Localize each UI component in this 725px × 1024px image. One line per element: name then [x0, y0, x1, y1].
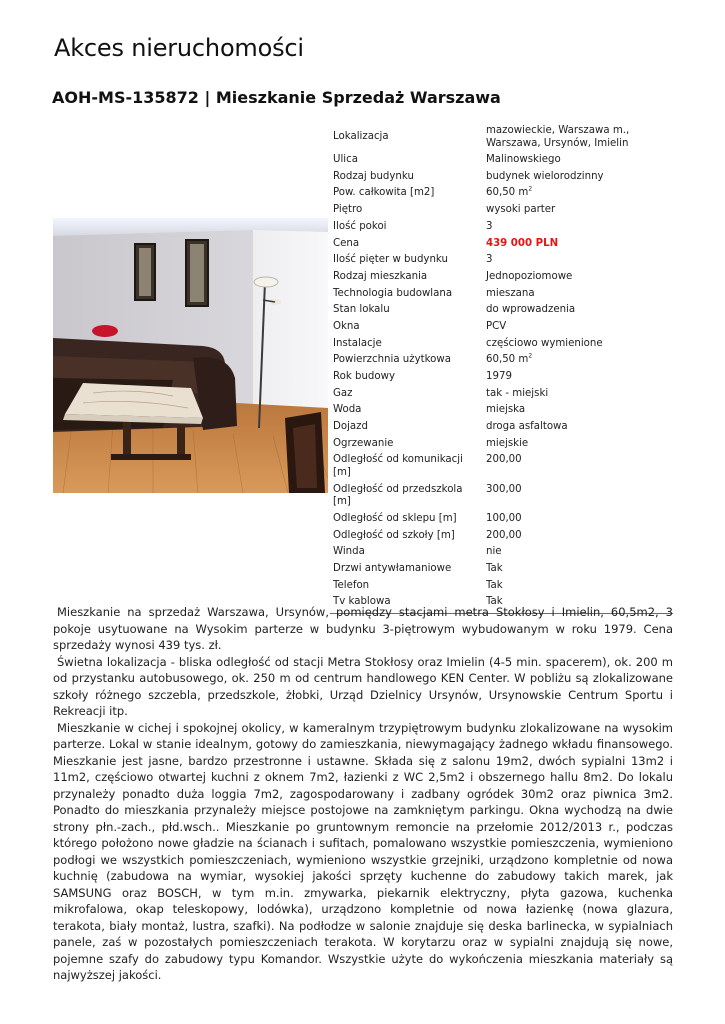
detail-value: Tak [486, 596, 503, 608]
detail-row [330, 527, 673, 544]
detail-label: Odległość od sklepu [m] [333, 512, 457, 524]
detail-row [330, 286, 673, 303]
detail-label: Odległość od komunikacji [m] [333, 454, 463, 478]
detail-row [330, 302, 673, 319]
detail-value: tak - miejski [486, 387, 549, 399]
detail-value: Tak [486, 562, 503, 574]
detail-value: Tak [486, 579, 503, 591]
detail-row [330, 252, 673, 269]
detail-row [330, 124, 673, 152]
detail-label: Instalacje [333, 337, 382, 349]
detail-row [330, 319, 673, 336]
detail-row [330, 452, 673, 481]
detail-row [330, 152, 673, 169]
detail-label: Rodzaj mieszkania [333, 270, 428, 282]
detail-label: Odległość od szkoły [m] [333, 529, 455, 541]
detail-value: 200,00 [486, 454, 522, 466]
unit-superscript: 2 [528, 186, 533, 194]
description-paragraph: Świetna lokalizacja - bliska odległość od stacji Metra Stokłosy oraz Imielin (4-5 min. spacerem), ok. 200 m od przystanku autobusowego, ok. 250 m od centrum handlowego KEN Center. W pobliżu są zlokalizowane szkoły różnego szczebla, przedszkole, żłobki, Urząd Dzielnicy Ursynów, Ursynowskie Centrum Sportu i Rekreacji itp. [53, 654, 673, 718]
detail-label: Tv kablowa [333, 596, 391, 608]
detail-row [330, 219, 673, 236]
detail-row [330, 561, 673, 578]
detail-value: 3 [486, 254, 493, 266]
detail-row [330, 202, 673, 219]
detail-value: budynek wielorodzinny [486, 170, 604, 182]
detail-row [330, 235, 673, 252]
detail-label: Powierzchnia użytkowa [333, 354, 451, 366]
detail-value: częściowo wymienione [486, 337, 603, 349]
detail-label: Rodzaj budynku [333, 170, 414, 182]
detail-label: Gaz [333, 387, 353, 399]
details-table [330, 124, 673, 611]
detail-row [330, 369, 673, 386]
detail-label: Cena [333, 237, 360, 249]
detail-label: Woda [333, 404, 362, 416]
detail-label: Telefon [333, 579, 370, 591]
site-title: Akces nieruchomości [54, 34, 304, 62]
unit-superscript: 2 [528, 352, 533, 360]
detail-label: Odległość od przedszkola [m] [333, 483, 463, 508]
detail-value: PCV [486, 320, 507, 332]
detail-label: Ilość pięter w budynku [333, 254, 448, 266]
detail-row [330, 336, 673, 353]
detail-value: Malinowskiego [486, 154, 561, 166]
detail-row [330, 269, 673, 286]
detail-value: nie [486, 546, 502, 558]
detail-value: 100,00 [486, 512, 522, 524]
detail-row [330, 185, 673, 202]
detail-value: 3 [486, 220, 493, 232]
detail-value: droga asfaltowa [486, 421, 568, 433]
detail-row [330, 436, 673, 453]
detail-value: 60,50 $m^2$ [486, 352, 533, 366]
detail-value: Jednopoziomowe [486, 270, 573, 282]
description-paragraph: Mieszkanie na sprzedaż Warszawa, Ursynów, pomiędzy stacjami metra Stokłosy i Imielin, 60,5m2, 3 pokoje usytuowane na Wysokim parterze w budynku 3-piętrowym wybudowanym w roku 1979. Cena sprzedaży wynosi 439 tys. zł. [53, 605, 673, 652]
detail-value: 60,50 $m^2$ [486, 186, 533, 199]
detail-row [330, 544, 673, 561]
detail-label: Stan lokalu [333, 304, 390, 316]
detail-label: Piętro [333, 204, 363, 216]
detail-row [330, 352, 673, 369]
listing-description [53, 604, 673, 984]
detail-label: Ulica [333, 154, 358, 166]
detail-row [330, 511, 673, 528]
detail-label: Rok budowy [333, 371, 395, 383]
property-details [330, 124, 673, 614]
detail-label: Okna [333, 320, 360, 332]
detail-label: Technologia budowlana [333, 287, 453, 299]
listing-title: AOH-MS-135872 | Mieszkanie Sprzedaż Warszawa [52, 88, 501, 107]
detail-row [330, 578, 673, 595]
detail-value: mazowieckie, Warszawa m., Warszawa, Ursynów, Imielin [486, 125, 630, 149]
detail-row [330, 169, 673, 186]
price-value: 439 000 PLN [486, 237, 559, 249]
detail-value: 300,00 [486, 483, 522, 495]
detail-value: mieszana [486, 287, 535, 299]
detail-value: 1979 [486, 371, 512, 383]
detail-label: Drzwi antywłamaniowe [333, 562, 452, 574]
detail-value: miejskie [486, 437, 529, 449]
detail-label: Ilość pokoi [333, 220, 387, 232]
listing-photo[interactable] [53, 218, 328, 493]
detail-value: 200,00 [486, 529, 522, 541]
detail-row [330, 482, 673, 511]
detail-row [330, 386, 673, 403]
detail-row [330, 419, 673, 436]
detail-value: miejska [486, 404, 526, 416]
detail-label: Lokalizacja [333, 131, 389, 143]
detail-label: Winda [333, 546, 365, 558]
detail-label: Dojazd [333, 421, 368, 433]
detail-label: Ogrzewanie [333, 437, 394, 449]
detail-value: do wprowadzenia [486, 304, 576, 316]
detail-row [330, 402, 673, 419]
detail-label: Pow. całkowita [m2] [333, 187, 435, 199]
description-paragraph: Mieszkanie w cichej i spokojnej okolicy, w kameralnym trzypiętrowym budynku zlokalizowane na wysokim parterze. Lokal w stanie idealnym, gotowy do zamieszkania, niewymagający żadnego wkładu finansowego. Mieszkanie jest jasne, bardzo przestronne i ustawne. Składa się z salonu 19m2, dwóch sypialni 13m2 i 11m2, częściowo otwartej kuchni z oknem 7m2, łazienki z WC 2,5m2 i obszernego hallu 8m2. Do lokalu przynależy ponadto duża loggia 7m2, zagospodarowany i zadbany ogródek 30m2 oraz piwnica 3m2. Ponadto do mieszkania przynależy miejsce postojowe na zamkniętym parkingu. Okna wychodzą na dwie strony płn.-zach., płd.wsch.. Mieszkanie po gruntownym remoncie na przełomie 2012/2013 r., podczas którego położono nowe gładzie na ścianach i sufitach, pomalowano wszystkie pomieszczenia, wymieniono podłogi we wszystkich pomieszczeniach, wymieniono wszystkie grzejniki, urządzono kompletnie od nowa kuchnię (zabudowa na wymiar, wysokiej jakości sprzęty kuchenne do zabudowy takich marek, jak SAMSUNG oraz BOSCH, w tym m.in. zmywarka, piekarnik elektryczny, płyta gazowa, kuchenka mikrofalowa, okap teleskopowy, lodówka), urządzono kompletnie od nowa łazienkę (nowa glazura, terakota, biały montaż, lustra, szafki). Na podłodze w salonie znajduje się deska barlinecka, w sypialniach panele, zaś w pozostałych pomieszczeniach terakota. W korytarzu oraz w sypialni znajdują się nowe, pojemne szafy do zabudowy typu Komandor. Wszystkie użyte do wykończenia mieszkania materiały są najwyższej jakości. [53, 720, 673, 982]
detail-value: wysoki parter [486, 204, 556, 216]
